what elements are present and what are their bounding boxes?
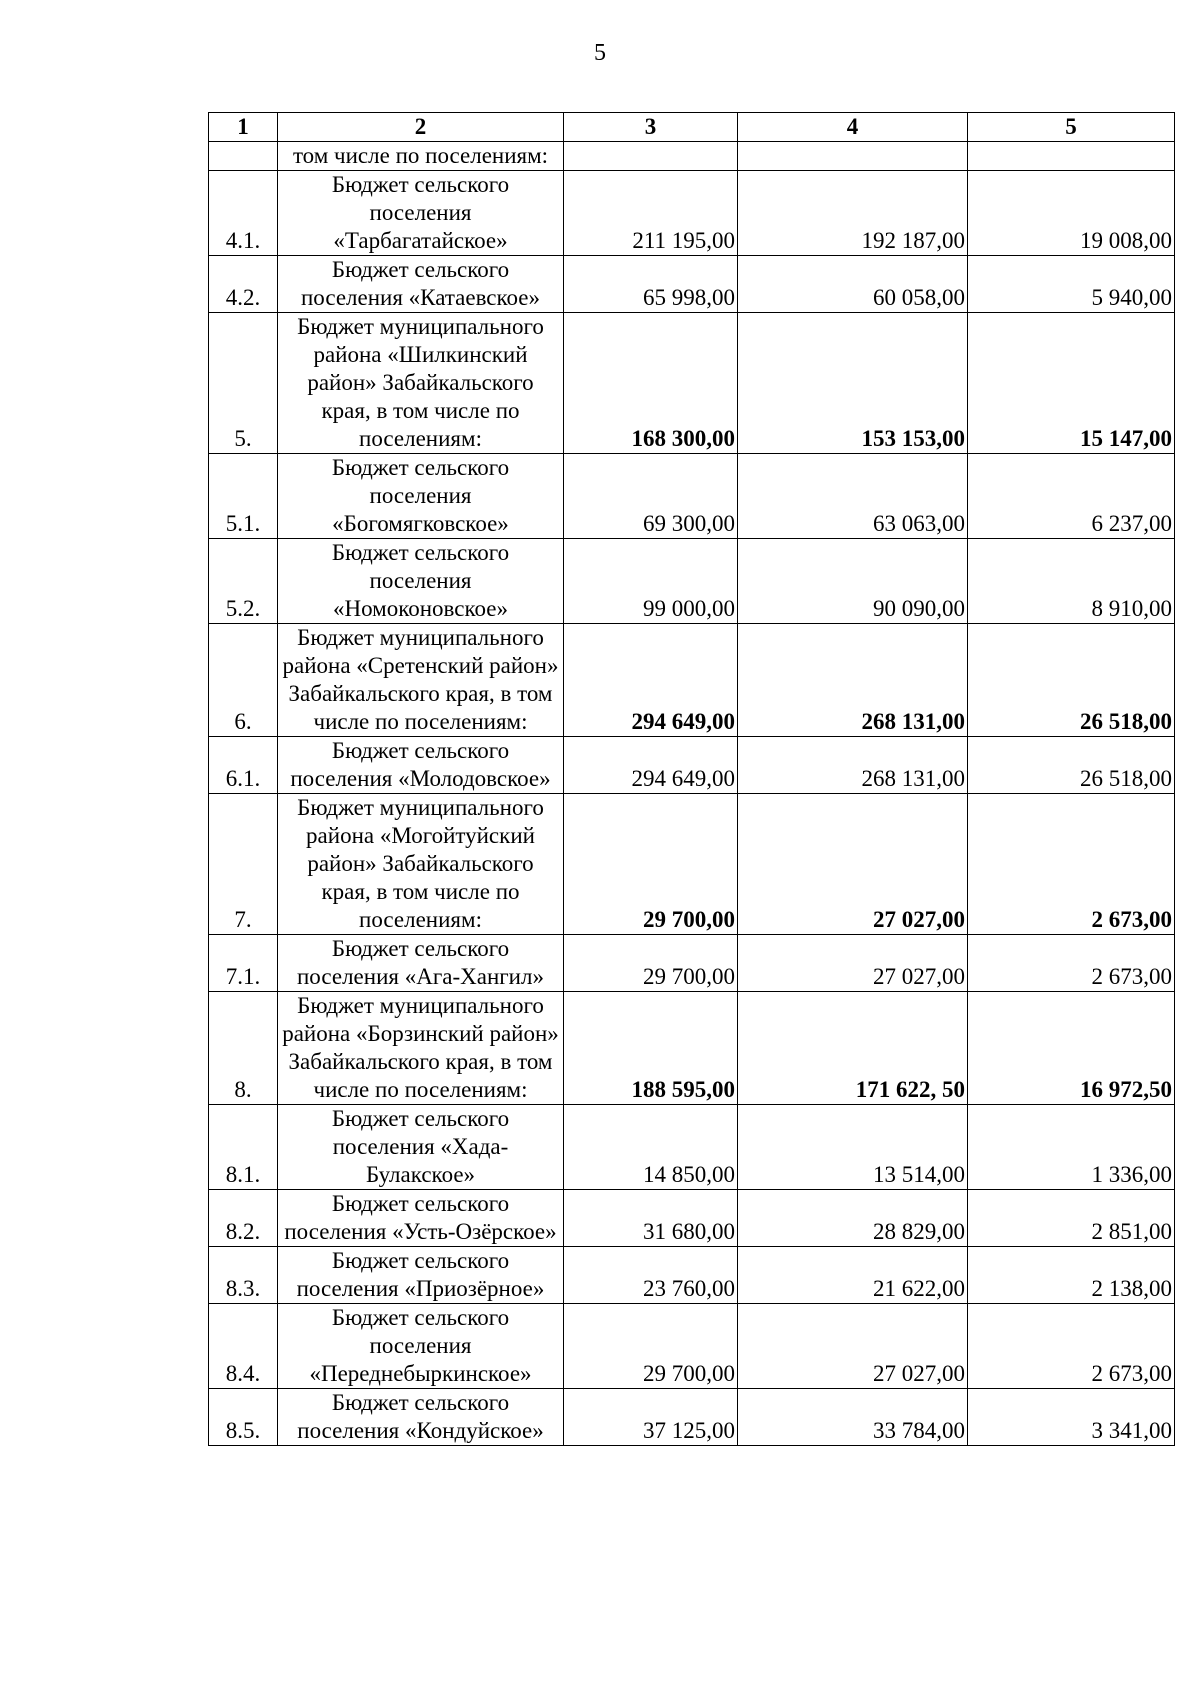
value-col4: 268 131,00 (738, 737, 968, 794)
value-col5: 2 673,00 (968, 1304, 1175, 1389)
value-col4 (738, 142, 968, 171)
value-col4: 27 027,00 (738, 794, 968, 935)
value-col3: 168 300,00 (564, 313, 738, 454)
value-col3 (564, 142, 738, 171)
value-col3: 294 649,00 (564, 737, 738, 794)
table-row-total (209, 794, 1175, 935)
table-row (209, 935, 1175, 992)
table-row (209, 256, 1175, 313)
row-number: 8.1. (209, 1105, 278, 1190)
budget-name: Бюджет муниципального района «Сретенский район» Забайкальского края, в том числе по поселениям: (278, 624, 564, 737)
value-col3: 188 595,00 (564, 992, 738, 1105)
row-number: 8.2. (209, 1190, 278, 1247)
row-number: 6.1. (209, 737, 278, 794)
budget-name: Бюджет сельского поселения «Кондуйское» (278, 1389, 564, 1446)
value-col5: 1 336,00 (968, 1105, 1175, 1190)
budget-name: Бюджет сельского поселения «Номоконовское» (278, 539, 564, 624)
value-col5: 8 910,00 (968, 539, 1175, 624)
value-col3: 99 000,00 (564, 539, 738, 624)
row-number: 8.4. (209, 1304, 278, 1389)
row-number: 8.5. (209, 1389, 278, 1446)
budget-name: Бюджет сельского поселения «Молодовское» (278, 737, 564, 794)
value-col4: 33 784,00 (738, 1389, 968, 1446)
row-number: 4.1. (209, 171, 278, 256)
budget-name: Бюджет сельского поселения «Переднебыркинское» (278, 1304, 564, 1389)
row-number: 5.1. (209, 454, 278, 539)
table-row (209, 1304, 1175, 1389)
value-col3: 294 649,00 (564, 624, 738, 737)
budget-name: Бюджет муниципального района «Шилкинский район» Забайкальского края, в том числе по поселениям: (278, 313, 564, 454)
value-col3: 29 700,00 (564, 794, 738, 935)
table-row-total (209, 313, 1175, 454)
table-row-total (209, 992, 1175, 1105)
column-header: 5 (968, 113, 1175, 142)
value-col4: 63 063,00 (738, 454, 968, 539)
value-col3: 29 700,00 (564, 1304, 738, 1389)
value-col4: 27 027,00 (738, 1304, 968, 1389)
row-number: 4.2. (209, 256, 278, 313)
value-col4: 153 153,00 (738, 313, 968, 454)
value-col3: 14 850,00 (564, 1105, 738, 1190)
row-number: 6. (209, 624, 278, 737)
table-row-total (209, 624, 1175, 737)
column-header: 2 (278, 113, 564, 142)
budget-table (208, 112, 1175, 1446)
header-row (209, 113, 1175, 142)
value-col5: 2 673,00 (968, 935, 1175, 992)
value-col3: 23 760,00 (564, 1247, 738, 1304)
table-body (209, 142, 1175, 1446)
budget-name: том числе по поселениям: (278, 142, 564, 171)
budget-name: Бюджет сельского поселения «Хада-Булакское» (278, 1105, 564, 1190)
budget-name: Бюджет сельского поселения «Тарбагатайское» (278, 171, 564, 256)
value-col5: 15 147,00 (968, 313, 1175, 454)
value-col3: 65 998,00 (564, 256, 738, 313)
budget-name: Бюджет сельского поселения «Приозёрное» (278, 1247, 564, 1304)
row-number: 8. (209, 992, 278, 1105)
value-col5: 19 008,00 (968, 171, 1175, 256)
value-col3: 69 300,00 (564, 454, 738, 539)
table-row (209, 1247, 1175, 1304)
page-number: 5 (594, 40, 606, 66)
value-col4: 171 622, 50 (738, 992, 968, 1105)
table-row (209, 1105, 1175, 1190)
budget-name: Бюджет муниципального района «Борзинский район» Забайкальского края, в том числе по поселениям: (278, 992, 564, 1105)
column-header: 1 (209, 113, 278, 142)
table-row (209, 539, 1175, 624)
row-number: 7. (209, 794, 278, 935)
value-col3: 31 680,00 (564, 1190, 738, 1247)
value-col5: 2 851,00 (968, 1190, 1175, 1247)
table-row (209, 737, 1175, 794)
value-col3: 29 700,00 (564, 935, 738, 992)
value-col3: 211 195,00 (564, 171, 738, 256)
value-col4: 27 027,00 (738, 935, 968, 992)
row-number (209, 142, 278, 171)
budget-name: Бюджет сельского поселения «Богомягковское» (278, 454, 564, 539)
row-number: 7.1. (209, 935, 278, 992)
value-col4: 21 622,00 (738, 1247, 968, 1304)
table-row (209, 1389, 1175, 1446)
column-header: 3 (564, 113, 738, 142)
budget-name: Бюджет сельского поселения «Катаевское» (278, 256, 564, 313)
value-col5: 2 673,00 (968, 794, 1175, 935)
table-row (209, 1190, 1175, 1247)
value-col5: 6 237,00 (968, 454, 1175, 539)
value-col5: 3 341,00 (968, 1389, 1175, 1446)
value-col4: 192 187,00 (738, 171, 968, 256)
budget-name: Бюджет сельского поселения «Ага-Хангил» (278, 935, 564, 992)
row-number: 5.2. (209, 539, 278, 624)
value-col4: 13 514,00 (738, 1105, 968, 1190)
value-col3: 37 125,00 (564, 1389, 738, 1446)
column-header: 4 (738, 113, 968, 142)
value-col4: 28 829,00 (738, 1190, 968, 1247)
value-col4: 268 131,00 (738, 624, 968, 737)
value-col5: 5 940,00 (968, 256, 1175, 313)
value-col5: 16 972,50 (968, 992, 1175, 1105)
value-col4: 60 058,00 (738, 256, 968, 313)
value-col5: 2 138,00 (968, 1247, 1175, 1304)
value-col5: 26 518,00 (968, 737, 1175, 794)
value-col5: 26 518,00 (968, 624, 1175, 737)
table-row (209, 142, 1175, 171)
value-col5 (968, 142, 1175, 171)
table-row (209, 171, 1175, 256)
value-col4: 90 090,00 (738, 539, 968, 624)
row-number: 5. (209, 313, 278, 454)
table-row (209, 454, 1175, 539)
budget-name: Бюджет сельского поселения «Усть-Озёрское» (278, 1190, 564, 1247)
row-number: 8.3. (209, 1247, 278, 1304)
budget-name: Бюджет муниципального района «Могойтуйский район» Забайкальского края, в том числе по поселениям: (278, 794, 564, 935)
